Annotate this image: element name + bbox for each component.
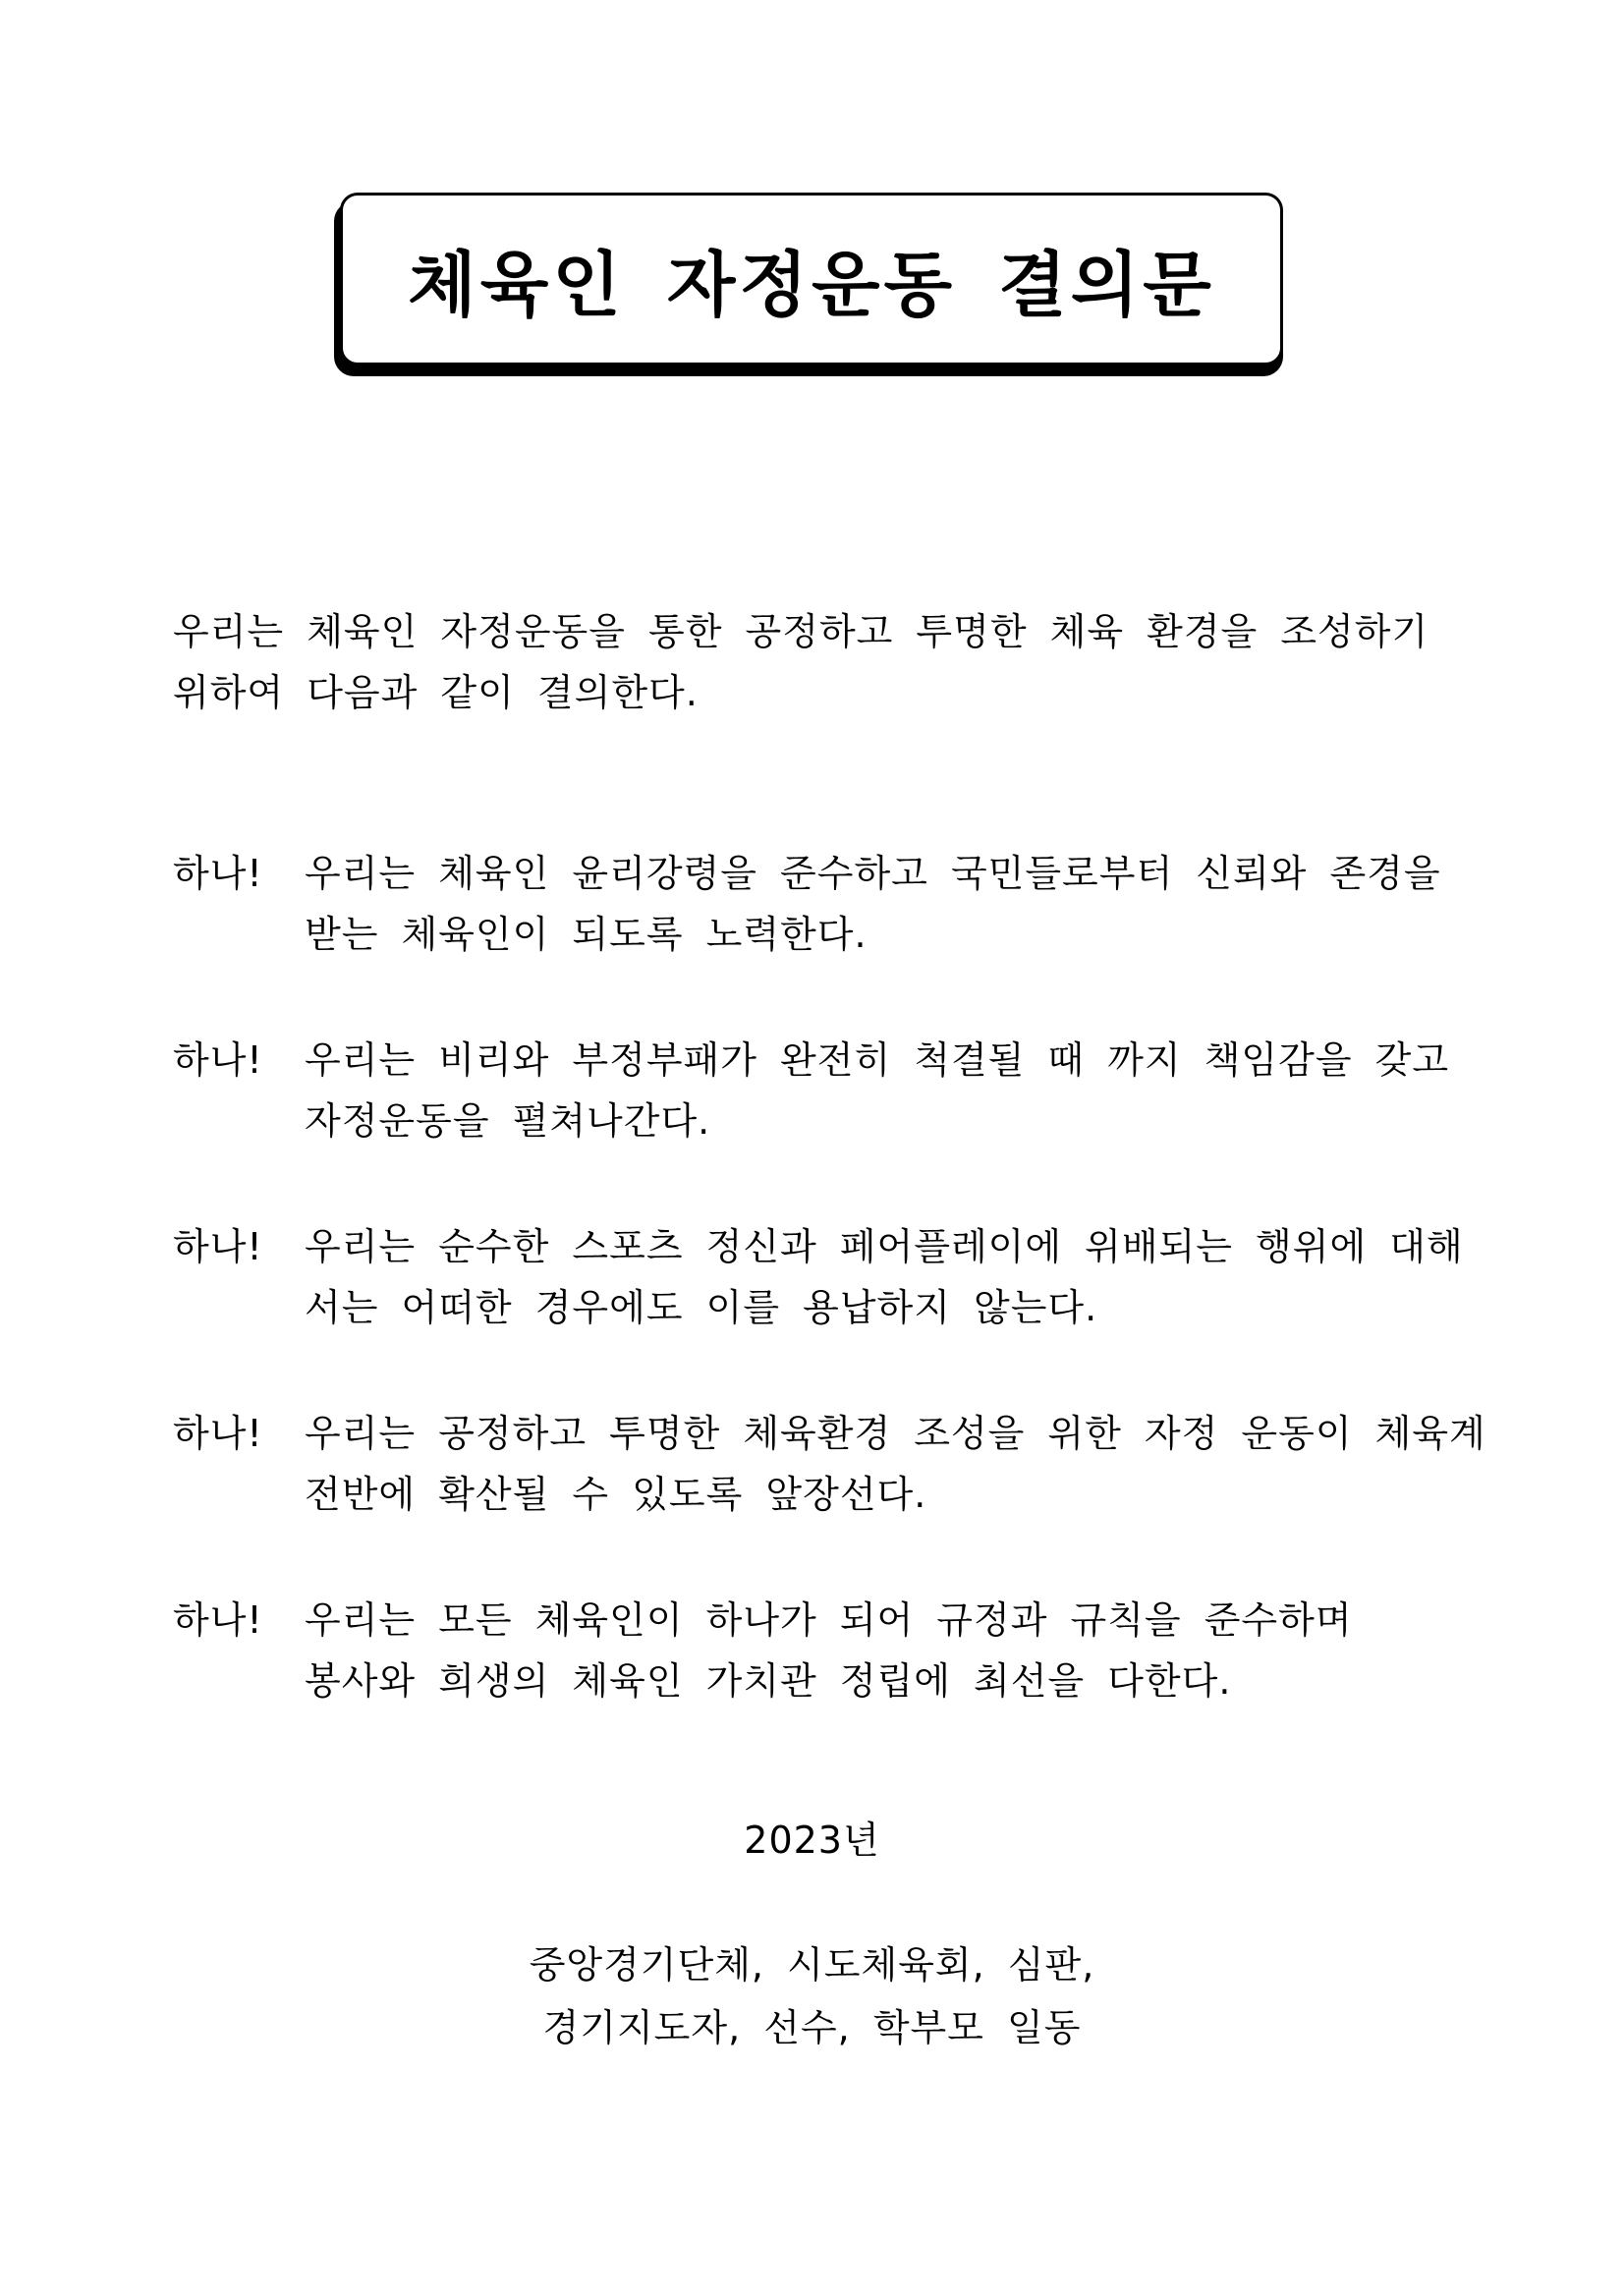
document-title: 체육인 자정운동 결의문 bbox=[408, 244, 1215, 326]
pledge-2-head: 하나! bbox=[173, 1038, 263, 1082]
pledge-5-line-1: 우리는 모든 체육인이 하나가 되어 규정과 규칙을 준수하며 bbox=[305, 1598, 1353, 1642]
document-year: 2023년 bbox=[744, 1819, 880, 1862]
pledge-1-text bbox=[305, 843, 1441, 965]
pledge-1-head: 하나! bbox=[173, 852, 263, 895]
intro-paragraph bbox=[173, 601, 1489, 723]
pledge-2-line-2: 자정운동을 펼쳐나간다. bbox=[305, 1099, 711, 1143]
pledge-2-text bbox=[305, 1030, 1449, 1151]
pledge-3-line-1: 우리는 순수한 스포츠 정신과 페어플레이에 위배되는 행위에 대해 bbox=[305, 1225, 1464, 1268]
pledge-5-line-2: 봉사와 희생의 체육인 가치관 정립에 최선을 다한다. bbox=[305, 1659, 1232, 1703]
signers-line-1: 중앙경기단체, 시도체육회, 심판, bbox=[529, 1943, 1095, 1987]
pledge-1-line-1: 우리는 체육인 윤리강령을 준수하고 국민들로부터 신뢰와 존경을 bbox=[305, 852, 1441, 895]
pledge-1-line-2: 받는 체육인이 되도록 노력한다. bbox=[305, 913, 868, 956]
intro-line-1: 우리는 체육인 자정운동을 통한 공정하고 투명한 체육 환경을 조성하기 bbox=[173, 610, 1429, 653]
pledge-3-text bbox=[305, 1216, 1464, 1338]
pledge-4-line-2: 전반에 확산될 수 있도록 앞장선다. bbox=[305, 1473, 927, 1516]
title-box bbox=[340, 193, 1283, 365]
signers-line-2: 경기지도자, 선수, 학부모 일동 bbox=[542, 2006, 1082, 2049]
intro-line-2: 위하여 다음과 같이 결의한다. bbox=[173, 671, 699, 714]
pledge-3-head: 하나! bbox=[173, 1225, 263, 1268]
pledge-5-text bbox=[305, 1590, 1353, 1711]
pledge-4-text bbox=[305, 1403, 1486, 1525]
pledge-4-head: 하나! bbox=[173, 1412, 263, 1455]
pledge-5-head: 하나! bbox=[173, 1598, 263, 1642]
pledge-3-line-2: 서는 어떠한 경우에도 이를 용납하지 않는다. bbox=[305, 1286, 1098, 1329]
signers-block bbox=[0, 1933, 1624, 2059]
pledge-2-line-1: 우리는 비리와 부정부패가 완전히 척결될 때 까지 책임감을 갖고 bbox=[305, 1038, 1450, 1082]
pledge-4-line-1: 우리는 공정하고 투명한 체육환경 조성을 위한 자정 운동이 체육계 bbox=[305, 1412, 1486, 1455]
